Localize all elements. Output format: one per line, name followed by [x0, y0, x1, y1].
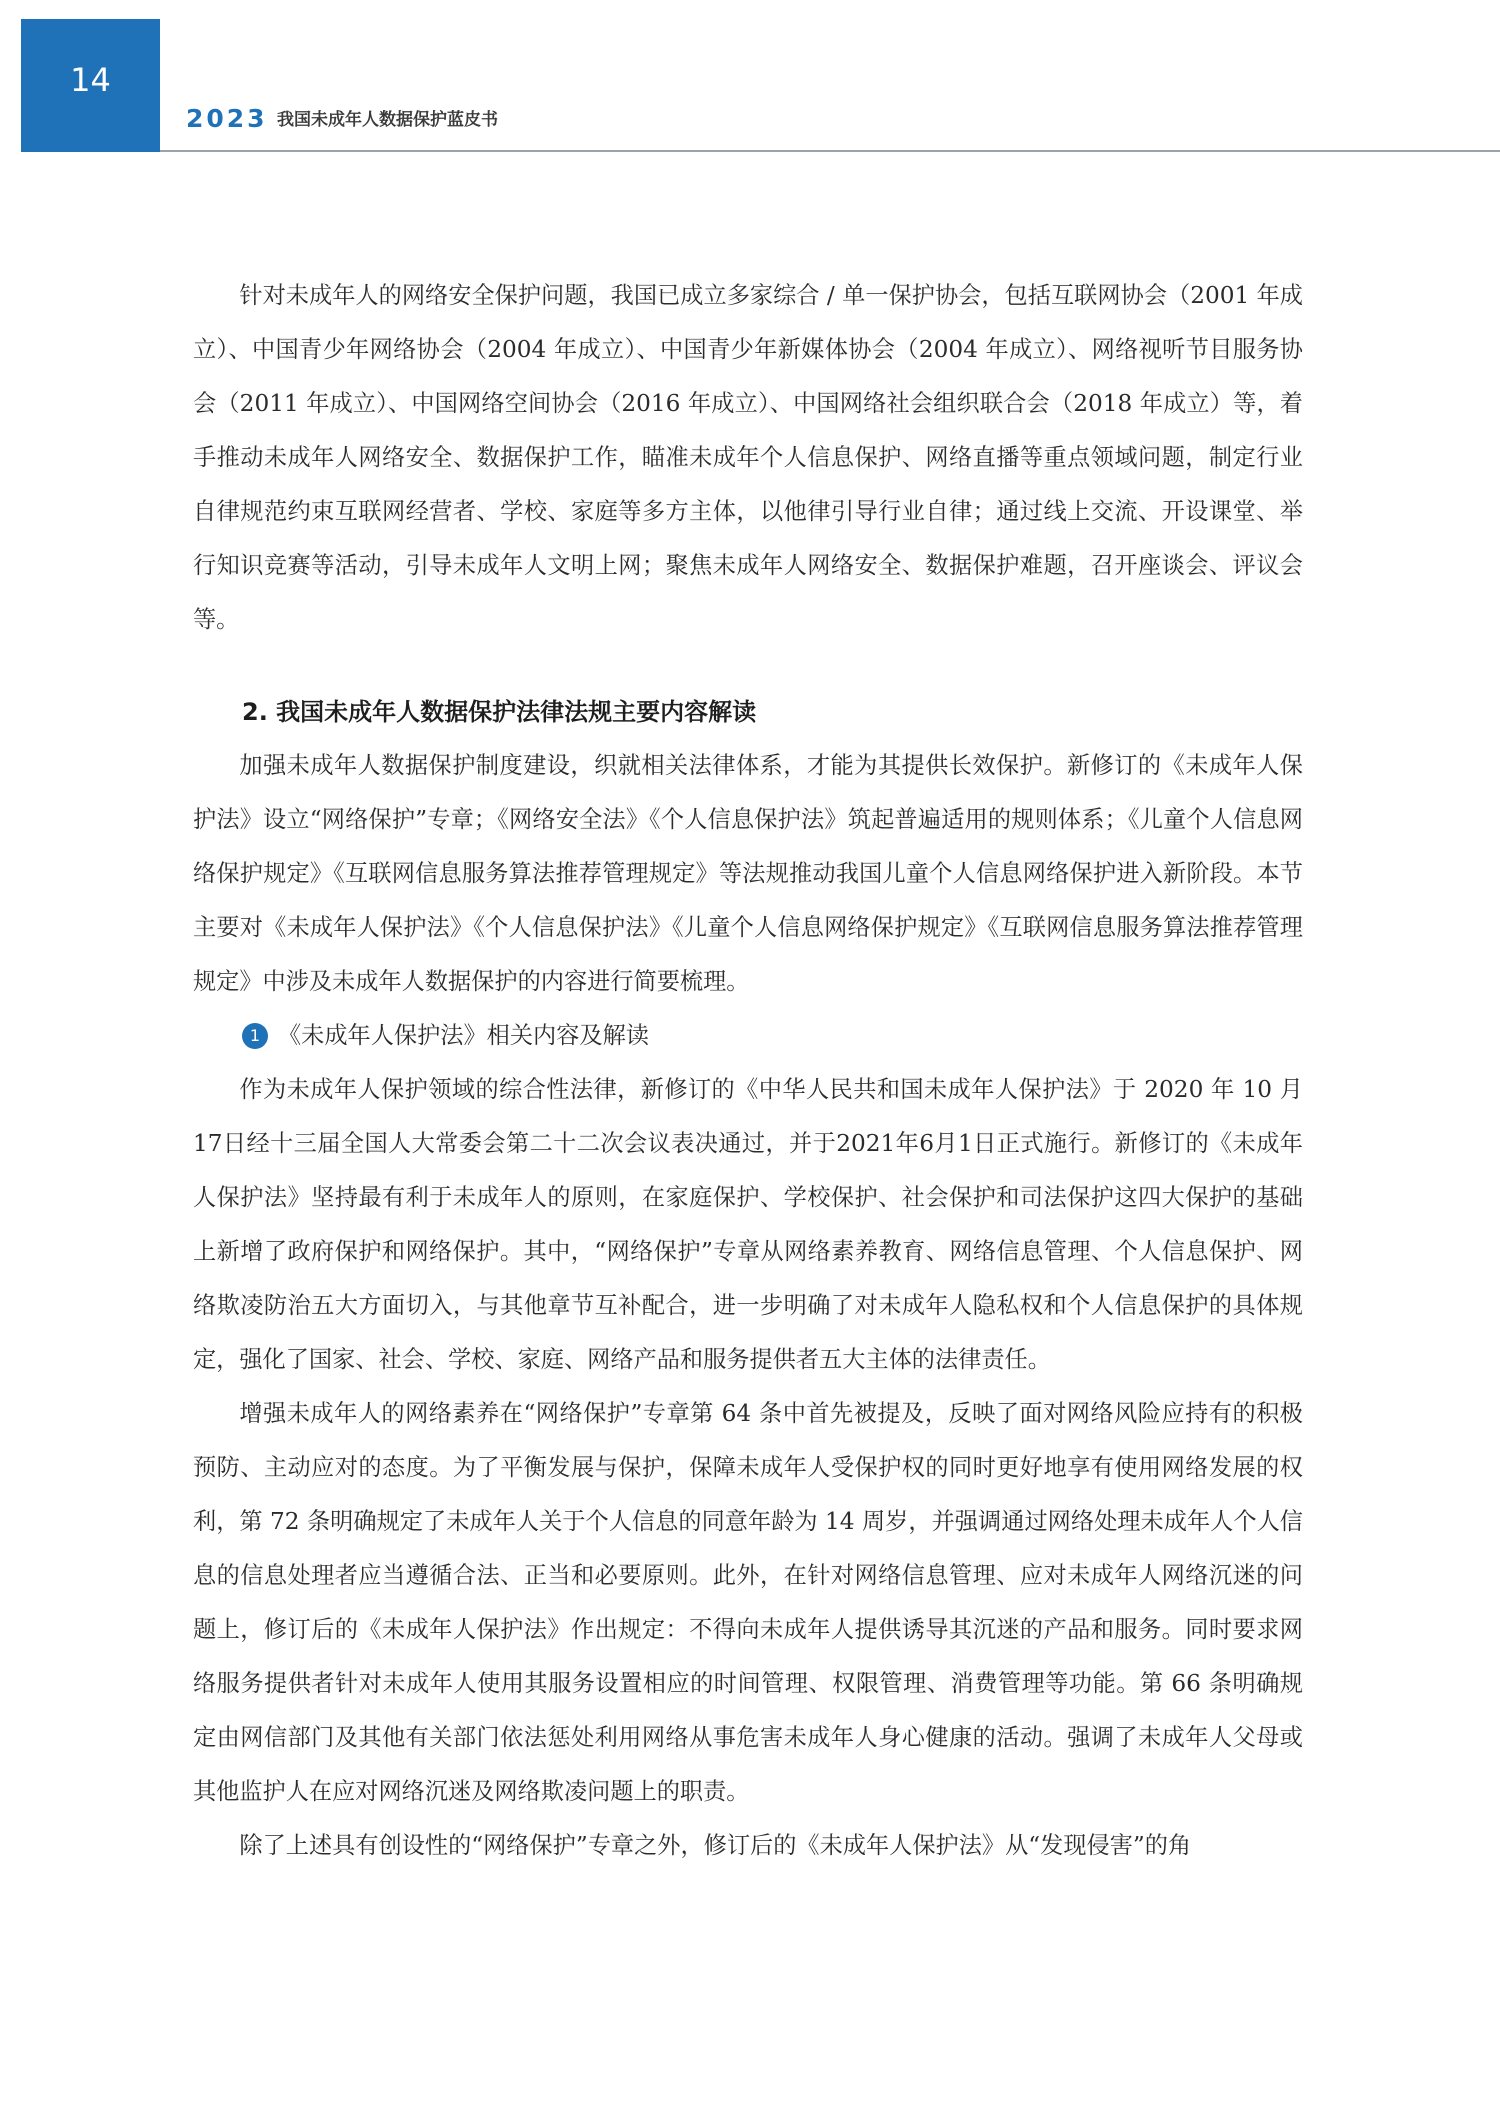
subsection-title: 《未成年人保护法》相关内容及解读: [278, 1022, 649, 1049]
header-book-title: 我国未成年人数据保护蓝皮书: [277, 110, 498, 130]
section-heading: 2. 我国未成年人数据保护法律法规主要内容解读: [242, 698, 757, 726]
paragraph-intro: 加强未成年人数据保护制度建设，织就相关法律体系，才能为其提供长效保护。新修订的《未成年人保护法》设立“网络保护”专章；《网络安全法》《个人信息保护法》筑起普遍适用的规则体系；《儿童个人信息网络保护规定》《互联网信息服务算法推荐管理规定》等法规推动我国儿童个人信息网络保护进入新阶段。本节主要对《未成年人保护法》《个人信息保护法》《儿童个人信息网络保护规定》《互联网信息服务算法推荐管理规定》中涉及未成年人数据保护的内容进行简要梳理。: [193, 752, 1303, 995]
subsection-number-badge: 1: [242, 1023, 268, 1049]
subsection-heading: [193, 1009, 1303, 1063]
page-number-tab: [21, 19, 160, 152]
page-number: 14: [70, 60, 111, 99]
paragraph-continuation: 除了上述具有创设性的“网络保护”专章之外，修订后的《未成年人保护法》从“发现侵害”的角: [239, 1832, 1192, 1859]
paragraph-network-literacy: 增强未成年人的网络素养在“网络保护”专章第 64 条中首先被提及，反映了面对网络风险应持有的积极预防、主动应对的态度。为了平衡发展与保护，保障未成年人受保护权的同时更好地享有使用网络发展的权利，第 72 条明确规定了未成年人关于个人信息的同意年龄为 14 周岁，并强调通过网络处理未成年人个人信息的信息处理者应当遵循合法、正当和必要原则。此外，在针对网络信息管理、应对未成年人网络沉迷的问题上，修订后的《未成年人保护法》作出规定：不得向未成年人提供诱导其沉迷的产品和服务。同时要求网络服务提供者针对未成年人使用其服务设置相应的时间管理、权限管理、消费管理等功能。第 66 条明确规定由网信部门及其他有关部门依法惩处利用网络从事危害未成年人身心健康的活动。强调了未成年人父母或其他监护人在应对网络沉迷及网络欺凌问题上的职责。: [193, 1400, 1303, 1805]
body-content: [193, 269, 1303, 1873]
paragraph-law-overview: 作为未成年人保护领域的综合性法律，新修订的《中华人民共和国未成年人保护法》于 2020 年 10 月17日经十三届全国人大常委会第二十二次会议表决通过，并于2021年6月1日正式施行。新修订的《未成年人保护法》坚持最有利于未成年人的原则，在家庭保护、学校保护、社会保护和司法保护这四大保护的基础上新增了政府保护和网络保护。其中，“网络保护”专章从网络素养教育、网络信息管理、个人信息保护、网络欺凌防治五大方面切入，与其他章节互补配合，进一步明确了对未成年人隐私权和个人信息保护的具体规定，强化了国家、社会、学校、家庭、网络产品和服务提供者五大主体的法律责任。: [193, 1076, 1303, 1373]
header-rule: [160, 150, 1500, 152]
header-year: 2023: [186, 104, 268, 133]
paragraph-associations: 针对未成年人的网络安全保护问题，我国已成立多家综合 / 单一保护协会，包括互联网协会（2001 年成立）、中国青少年网络协会（2004 年成立）、中国青少年新媒体协会（2004 年成立）、网络视听节目服务协会（2011 年成立）、中国网络空间协会（2016 年成立）、中国网络社会组织联合会（2018 年成立）等，着手推动未成年人网络安全、数据保护工作，瞄准未成年个人信息保护、网络直播等重点领域问题，制定行业自律规范约束互联网经营者、学校、家庭等多方主体，以他律引导行业自律；通过线上交流、开设课堂、举行知识竞赛等活动，引导未成年人文明上网；聚焦未成年人网络安全、数据保护难题，召开座谈会、评议会等。: [193, 282, 1303, 633]
